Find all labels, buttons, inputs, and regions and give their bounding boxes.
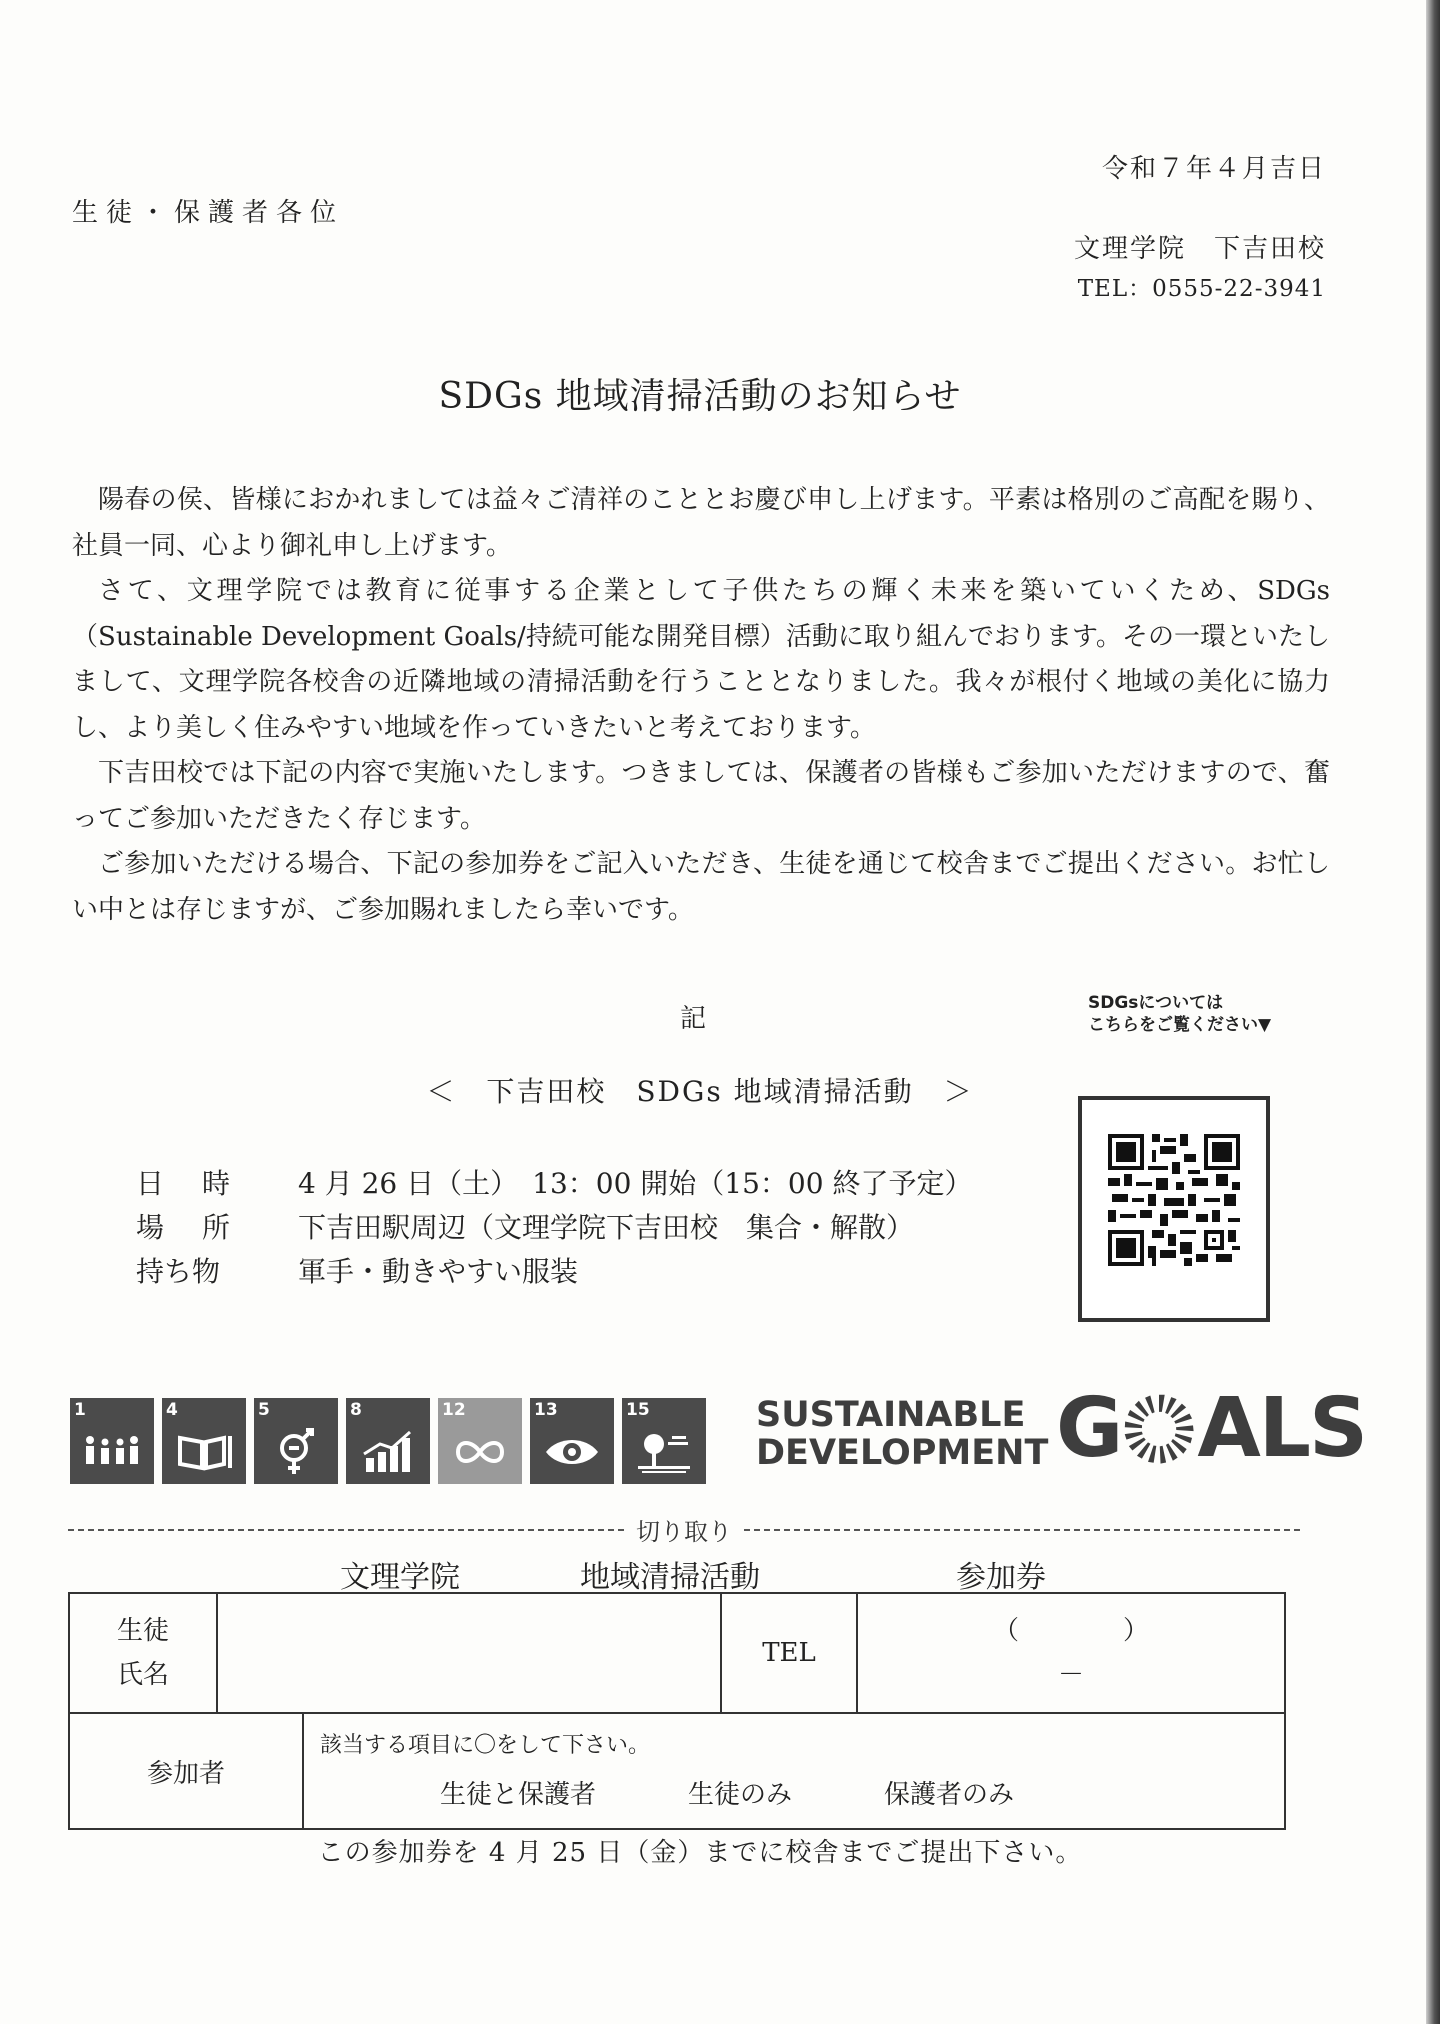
qr-code-icon bbox=[1108, 1134, 1240, 1266]
recipients: 生徒・保護者各位 bbox=[72, 198, 345, 228]
book-icon bbox=[174, 1426, 234, 1476]
detail-datetime bbox=[136, 1160, 972, 1204]
student-label-line2: 氏名 bbox=[116, 1660, 169, 1690]
sdg-goal-8 bbox=[346, 1398, 430, 1484]
issue-date: 令和７年４月吉日 bbox=[1101, 154, 1326, 184]
infinity-icon bbox=[450, 1426, 510, 1476]
option-student-and-guardian[interactable]: 生徒と保護者 bbox=[440, 1780, 597, 1810]
option-student-only[interactable]: 生徒のみ bbox=[688, 1780, 793, 1810]
sdg-goal-number: 4 bbox=[166, 1400, 178, 1420]
cut-line bbox=[68, 1512, 1300, 1547]
participant-options bbox=[440, 1774, 1014, 1811]
ticket-title-school: 文理学院 bbox=[340, 1560, 460, 1595]
sdg-goal-5 bbox=[254, 1398, 338, 1484]
paragraph-greeting: 陽春の侯、皆様におかれましては益々ご清祥のこととお慶び申し上げます。平素は格別のご高配を賜り、社員一同、心より御礼申し上げます。 bbox=[72, 485, 1330, 561]
sdg-goal-13 bbox=[530, 1398, 614, 1484]
school-name: 文理学院 下吉田校 bbox=[1073, 234, 1326, 264]
qr-caption-line1: SDGsについては bbox=[1088, 993, 1224, 1013]
sdg-goal-icons bbox=[70, 1398, 706, 1484]
goals-letter-g: G bbox=[1056, 1381, 1122, 1476]
tel-field[interactable] bbox=[858, 1594, 1284, 1712]
ticket-col-divider bbox=[302, 1712, 304, 1828]
qr-code[interactable] bbox=[1078, 1096, 1270, 1322]
scan-edge bbox=[1426, 0, 1440, 2024]
cut-dash-right bbox=[744, 1529, 1300, 1531]
detail-value: 4 月 26 日（土） 13：00 開始（15：00 終了予定） bbox=[298, 1167, 973, 1200]
option-guardian-only[interactable]: 保護者のみ bbox=[884, 1780, 1015, 1810]
cut-dash-left bbox=[68, 1529, 624, 1531]
goals-letters-rest: ALS bbox=[1197, 1381, 1367, 1476]
sdg-wheel-icon bbox=[1121, 1391, 1197, 1467]
body-text bbox=[72, 478, 1330, 933]
paragraph-event: 下吉田校では下記の内容で実施いたします。つきましては、保護者の皆様もご参加いただけますので、奮ってご参加いただきたく存じます。 bbox=[72, 758, 1330, 834]
sdg-goal-1 bbox=[70, 1398, 154, 1484]
tel-paren: （ ） bbox=[992, 1616, 1149, 1646]
sdg-logo-line2: DEVELOPMENT bbox=[756, 1433, 1049, 1473]
student-name-field[interactable] bbox=[218, 1594, 720, 1712]
sdg-logo-wordmark bbox=[756, 1396, 1048, 1472]
sdg-goal-number: 1 bbox=[74, 1400, 86, 1420]
detail-label: 場所 bbox=[136, 1211, 269, 1244]
student-label-line1: 生徒 bbox=[116, 1616, 169, 1646]
tree-icon bbox=[634, 1426, 694, 1476]
notice-ki: 記 bbox=[680, 1004, 707, 1034]
growth-chart-icon bbox=[358, 1426, 418, 1476]
sdg-goal-number: 8 bbox=[350, 1400, 362, 1420]
detail-value: 下吉田駅周辺（文理学院下吉田校 集合・解散） bbox=[298, 1211, 915, 1244]
document-title: SDGs 地域清掃活動のお知らせ bbox=[438, 376, 962, 417]
cut-label: 切り取り bbox=[636, 1518, 732, 1546]
qr-caption-line2: こちらをご覧ください▼ bbox=[1088, 1015, 1272, 1035]
participants-label: 参加者 bbox=[146, 1758, 225, 1789]
sdg-goal-number: 13 bbox=[534, 1400, 558, 1420]
detail-label: 日時 bbox=[136, 1167, 269, 1200]
detail-value: 軍手・動きやすい服装 bbox=[298, 1255, 579, 1288]
people-icon bbox=[82, 1426, 142, 1476]
sdg-goal-number: 15 bbox=[626, 1400, 650, 1420]
sdg-goal-12 bbox=[438, 1398, 522, 1484]
student-name-label bbox=[70, 1594, 216, 1712]
sdg-goal-4 bbox=[162, 1398, 246, 1484]
detail-place bbox=[136, 1204, 972, 1248]
tel-dash: － bbox=[1057, 1660, 1084, 1690]
sdg-goal-number: 5 bbox=[258, 1400, 270, 1420]
paragraph-sdgs: さて、文理学院では教育に従事する企業として子供たちの輝く未来を築いていくため、SDGs（Sustainable Development Goals/持続可能な開発目標）活動に取り組んでおります。その一環といたしまして、文理学院各校舎の近隣地域の清掃活動を行うこととなりました。我々が根付く地域の美化に協力し、より美しく住みやすい地域を作っていきたいと考えております。 bbox=[72, 576, 1330, 743]
participation-ticket bbox=[68, 1592, 1286, 1830]
tel-label: TEL bbox=[762, 1638, 816, 1668]
event-heading: ＜ 下吉田校 SDGs 地域清掃活動 ＞ bbox=[426, 1075, 974, 1108]
qr-caption bbox=[1088, 992, 1271, 1036]
detail-belongings bbox=[136, 1248, 972, 1292]
detail-label: 持ち物 bbox=[136, 1255, 221, 1288]
event-details bbox=[136, 1160, 972, 1292]
paragraph-request: ご参加いただける場合、下記の参加券をご記入いただき、生徒を通じて校舎までご提出ください。お忙しい中とは存じますが、ご参加賜れましたら幸いです。 bbox=[72, 849, 1330, 925]
participants-instruction: 該当する項目に〇をして下さい。 bbox=[320, 1733, 651, 1758]
sdg-logo-line1: SUSTAINABLE bbox=[756, 1395, 1026, 1435]
ticket-title-activity: 地域清掃活動 bbox=[580, 1560, 760, 1595]
sdg-goals-wordmark bbox=[1056, 1381, 1367, 1476]
sdg-goal-number: 12 bbox=[442, 1400, 466, 1420]
submission-deadline: この参加券を 4 月 25 日（金）までに校舎までご提出下さい。 bbox=[317, 1838, 1083, 1868]
school-tel: TEL：0555-22-3941 bbox=[1077, 276, 1326, 302]
eye-globe-icon bbox=[542, 1426, 602, 1476]
gender-icon bbox=[266, 1426, 326, 1476]
sdg-goal-15 bbox=[622, 1398, 706, 1484]
ticket-title-ticket: 参加券 bbox=[956, 1560, 1046, 1595]
